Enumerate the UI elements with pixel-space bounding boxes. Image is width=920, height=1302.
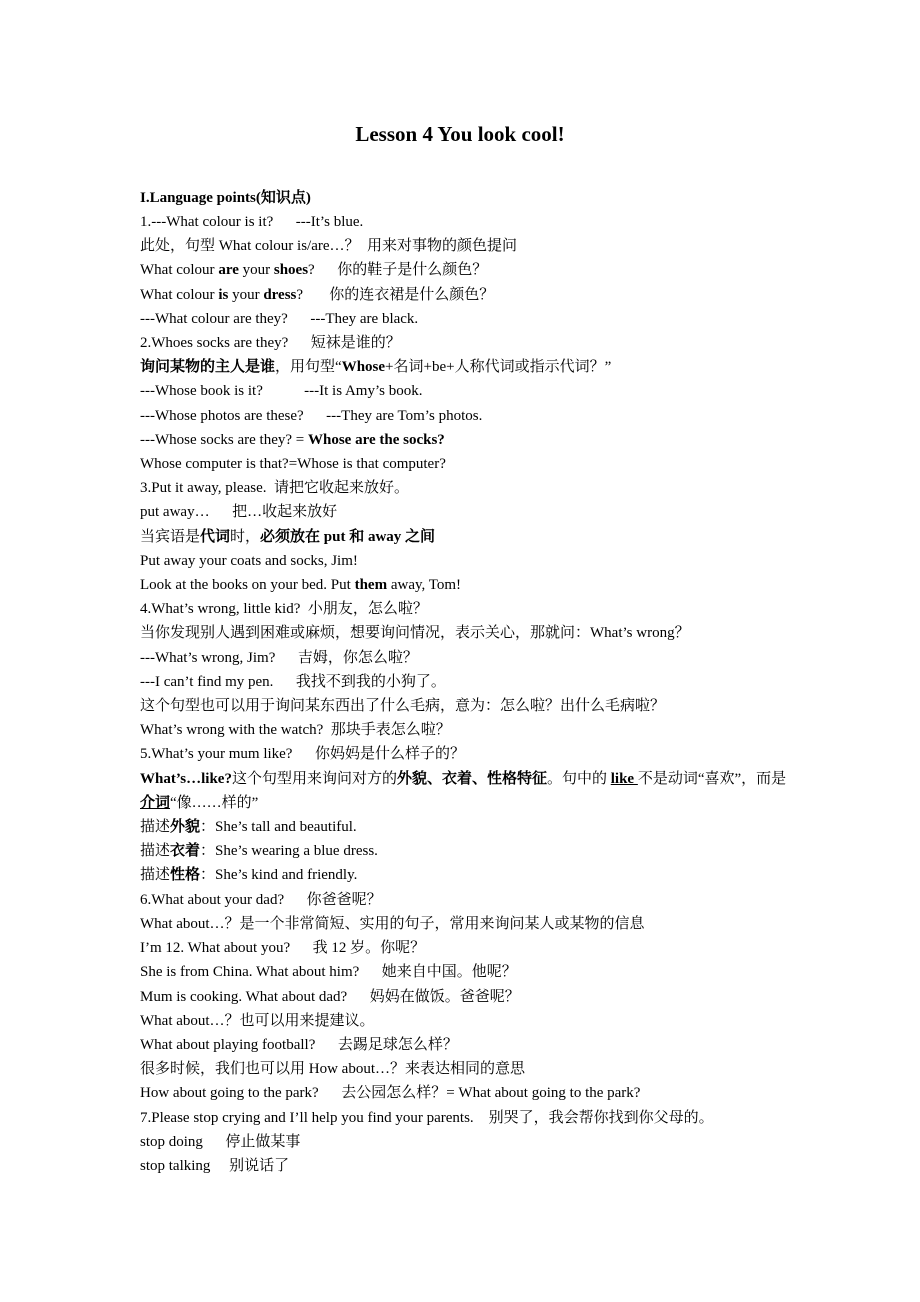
text-run: 介词 xyxy=(140,794,171,811)
text-line xyxy=(140,379,790,403)
text-run: 7.Please stop crying and I’ll help you find your parents. 别哭了，我会帮你找到你父母的。 xyxy=(140,1109,714,1126)
text-run: ：She’s kind and friendly. xyxy=(200,867,358,884)
text-line xyxy=(140,1154,790,1178)
text-run: What colour xyxy=(140,262,219,279)
text-line xyxy=(140,210,790,234)
text-run: 这个句型用来询问对方的 xyxy=(231,770,397,787)
text-run: ---Whose book is it? ---It is Amy’s book. xyxy=(140,383,423,400)
text-line xyxy=(140,283,790,307)
lesson-content xyxy=(140,210,790,1178)
text-line xyxy=(140,428,790,452)
text-line xyxy=(140,331,790,355)
text-run: Put away your coats and socks, Jim! xyxy=(140,552,358,569)
text-run: ? 你的连衣裙是什么颜色？ xyxy=(296,286,495,303)
text-run: 外貌、衣着、性格特征 xyxy=(396,770,547,787)
text-line xyxy=(140,404,790,428)
text-run: Mum is cooking. What about dad? 妈妈在做饭。爸爸呢？ xyxy=(140,988,520,1005)
text-run: 2.Whoes socks are they? 短袜是谁的？ xyxy=(140,335,401,352)
text-run: What’s wrong with the watch? 那块手表怎么啦？ xyxy=(140,722,451,739)
text-line xyxy=(140,1057,790,1081)
text-line xyxy=(140,621,790,645)
text-run: 4.What’s wrong, little kid? 小朋友，怎么啦？ xyxy=(140,601,428,618)
text-line xyxy=(140,1130,790,1154)
text-line xyxy=(140,985,790,1009)
text-line xyxy=(140,525,790,549)
text-line xyxy=(140,863,790,887)
text-line xyxy=(140,1081,790,1105)
text-run: 描述 xyxy=(140,819,171,836)
text-run: 。句中的 xyxy=(546,770,611,787)
text-run: 衣着 xyxy=(170,843,201,860)
text-run: your xyxy=(228,286,264,303)
text-run: 时， xyxy=(230,528,261,545)
text-run: ：She’s wearing a blue dress. xyxy=(200,843,378,860)
text-run: 描述 xyxy=(140,843,171,860)
text-run: 此处，句型 What colour is/are…？ 用来对事物的颜色提问 xyxy=(140,238,518,255)
text-run: What about playing football? 去踢足球怎么样？ xyxy=(140,1036,458,1053)
text-run: 3.Put it away, please. 请把它收起来放好。 xyxy=(140,480,409,497)
text-run: 1.---What colour is it? ---It’s blue. xyxy=(140,214,364,230)
text-run: 当你发现别人遇到困难或麻烦，想要询问情况，表示关心，那就问：What’s wrong？ xyxy=(140,625,690,642)
text-line xyxy=(140,839,790,863)
text-run: Whose are the socks? xyxy=(307,431,445,448)
text-run: ? 你的鞋子是什么颜色？ xyxy=(308,262,488,279)
text-run: your xyxy=(238,262,274,279)
text-run: shoes xyxy=(273,262,309,279)
text-run: I’m 12. What about you? 我 12 岁。你呢？ xyxy=(140,940,426,957)
text-run: ---What colour are they? ---They are black. xyxy=(140,310,419,327)
text-run: 代词 xyxy=(200,528,231,545)
text-run: 必须放在 put 和 away 之间 xyxy=(260,528,436,545)
text-run: Look at the books on your bed. Put xyxy=(140,577,355,594)
text-run: How about going to the park? 去公园怎么样？= What about going to the park? xyxy=(140,1085,641,1102)
text-line xyxy=(140,258,790,282)
text-run: ，用句型“ xyxy=(275,359,342,376)
text-line xyxy=(140,670,790,694)
text-line xyxy=(140,549,790,573)
text-run: ：She’s tall and beautiful. xyxy=(200,819,357,836)
text-line xyxy=(140,1009,790,1033)
text-line xyxy=(140,646,790,670)
text-line xyxy=(140,573,790,597)
text-run: stop talking 别说话了 xyxy=(140,1157,290,1174)
text-line xyxy=(140,960,790,984)
text-run: stop doing 停止做某事 xyxy=(140,1133,301,1150)
text-run: dress xyxy=(263,286,297,303)
text-run: What about…？是一个非常简短、实用的句子，常用来询问某人或某物的信息 xyxy=(140,915,645,932)
text-line xyxy=(140,936,790,960)
text-run: 询问某物的主人是谁 xyxy=(140,359,276,376)
text-line xyxy=(140,355,790,379)
text-run: She is from China. What about him? 她来自中国。他呢？ xyxy=(140,964,517,981)
text-line xyxy=(140,476,790,500)
text-run: Whose computer is that?=Whose is that computer? xyxy=(140,456,446,473)
text-line xyxy=(140,234,790,258)
text-run: ---What’s wrong, Jim? 吉姆，你怎么啦？ xyxy=(140,649,418,666)
text-line xyxy=(140,452,790,476)
text-line xyxy=(140,1106,790,1130)
text-line xyxy=(140,888,790,912)
text-run: ---Whose photos are these? ---They are Tom’s photos. xyxy=(140,407,483,424)
text-line xyxy=(140,912,790,936)
text-run: 5.What’s your mum like? 你妈妈是什么样子的？ xyxy=(140,746,465,763)
text-run: 当宾语是 xyxy=(140,528,201,545)
text-run: Whose xyxy=(341,359,386,376)
text-line xyxy=(140,815,790,839)
text-run: “像……样的” xyxy=(170,794,259,811)
section-heading: I.Language points(知识点) xyxy=(140,190,311,206)
text-line xyxy=(140,767,790,815)
text-run: 描述 xyxy=(140,867,171,884)
text-line xyxy=(140,742,790,766)
text-run: What colour xyxy=(140,286,219,303)
text-run: ---I can’t find my pen. 我找不到我的小狗了。 xyxy=(140,673,446,690)
text-line xyxy=(140,500,790,524)
text-run: 不是动词“喜欢”，而是 xyxy=(637,770,787,787)
text-run: What about…？也可以用来提建议。 xyxy=(140,1012,375,1029)
text-run: away, Tom! xyxy=(387,577,462,594)
text-run: are xyxy=(218,262,239,279)
text-run: is xyxy=(218,286,229,303)
text-run: them xyxy=(354,577,388,594)
text-line xyxy=(140,694,790,718)
text-line xyxy=(140,1033,790,1057)
text-run: put away… 把…收起来放好 xyxy=(140,504,338,521)
text-line xyxy=(140,597,790,621)
text-run: 外貌 xyxy=(170,819,201,836)
text-run: like xyxy=(610,770,638,787)
text-run: What’s…like? xyxy=(140,770,232,787)
text-run: +名词+be+人称代词或指示代词？” xyxy=(385,359,612,376)
text-run: ---Whose socks are they? = xyxy=(140,431,308,448)
text-line xyxy=(140,307,790,331)
page-title: Lesson 4 You look cool! xyxy=(355,122,565,146)
text-line xyxy=(140,718,790,742)
text-run: 很多时候，我们也可以用 How about…？来表达相同的意思 xyxy=(140,1061,525,1078)
text-run: 这个句型也可以用于询问某东西出了什么毛病，意为：怎么啦？出什么毛病啦？ xyxy=(140,698,666,715)
text-run: 6.What about your dad? 你爸爸呢？ xyxy=(140,891,382,908)
text-run: 性格 xyxy=(170,867,201,884)
